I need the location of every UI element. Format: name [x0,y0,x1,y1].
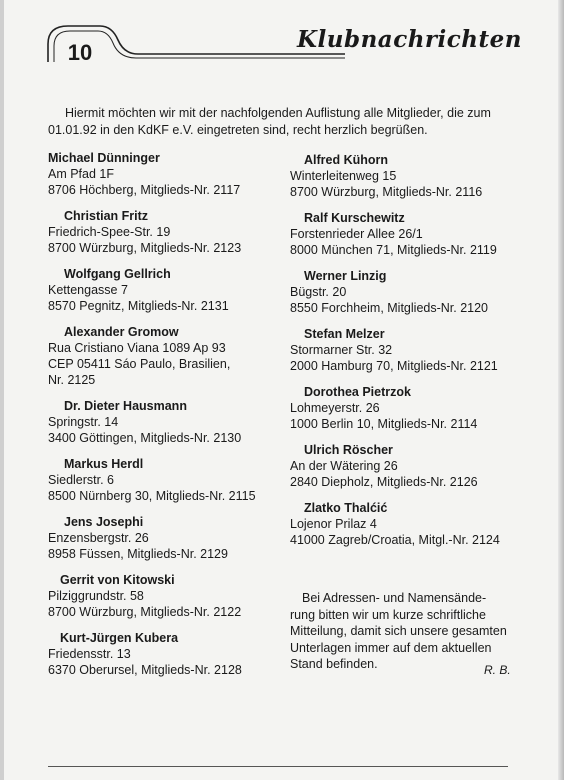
member-entry [48,324,283,388]
signature-initials: R. B. [484,663,511,677]
member-address-line: 41000 Zagreb/Croatia, Mitgl.-Nr. 2124 [290,533,500,547]
member-entry [290,500,525,548]
member-name: Christian Fritz [64,209,149,223]
member-address-line: 2000 Hamburg 70, Mitglieds-Nr. 2121 [290,359,498,373]
member-name: Gerrit von Kitowski [60,573,175,587]
member-name: Alfred Kühorn [304,153,389,167]
member-address-line: 8000 München 71, Mitglieds-Nr. 2119 [290,243,497,257]
member-entry [290,210,525,258]
member-address-line: 8700 Würzburg, Mitglieds-Nr. 2123 [48,241,242,255]
member-address-line: 8958 Füssen, Mitglieds-Nr. 2129 [48,547,228,561]
member-address-line: Lojenor Prilaz 4 [290,517,377,531]
member-entry [290,152,525,200]
member-entry [48,572,283,620]
member-address-line: 8570 Pegnitz, Mitglieds-Nr. 2131 [48,299,229,313]
member-address-line: 8700 Würzburg, Mitglieds-Nr. 2116 [290,185,483,199]
member-address-line: Forstenrieder Allee 26/1 [290,227,423,241]
member-address-line: 8706 Höchberg, Mitglieds-Nr. 2117 [48,183,241,197]
member-name: Zlatko Thalćić [304,501,388,515]
member-address-line: Rua Cristiano Viana 1089 Ap 93 [48,341,226,355]
note-line: Stand befinden. [290,657,378,671]
member-name: Dorothea Pietrzok [304,385,411,399]
member-list-right [290,150,525,548]
member-address-line: 8500 Nürnberg 30, Mitglieds-Nr. 2115 [48,489,256,503]
member-entry [48,150,283,198]
member-address-line: Stormarner Str. 32 [290,343,393,357]
member-address-line: Nr. 2125 [48,373,96,387]
member-address-line: 1000 Berlin 10, Mitglieds-Nr. 2114 [290,417,478,431]
intro-line: 01.01.92 in den KdKF e.V. eingetreten sind, recht herzlich begrüßen. [48,123,428,137]
member-entry [48,456,283,504]
member-name: Werner Linzig [304,269,387,283]
member-address-line: 2840 Diepholz, Mitglieds-Nr. 2126 [290,475,478,489]
member-name: Markus Herdl [64,457,144,471]
member-name: Kurt-Jürgen Kubera [60,631,179,645]
page-header [0,0,564,80]
member-entry [48,514,283,562]
section-title: Klubnachrichten [297,26,522,53]
member-list-left [48,150,283,678]
member-entry [290,442,525,490]
member-address-line: An der Wätering 26 [290,459,398,473]
member-address-line: CEP 05411 Sáo Paulo, Brasilien, [48,357,231,371]
note-line: Mitteilung, damit sich unsere gesamten [290,624,507,638]
note-line: Bei Adressen- und Namensände- [302,591,487,605]
member-address-line: Bügstr. 20 [290,285,347,299]
member-address-line: 3400 Göttingen, Mitglieds-Nr. 2130 [48,431,242,445]
member-name: Ralf Kurschewitz [304,211,405,225]
member-name: Michael Dünninger [48,151,160,165]
member-entry [48,630,283,678]
member-name: Ulrich Röscher [304,443,393,457]
member-address-line: Enzensbergstr. 26 [48,531,149,545]
member-name: Stefan Melzer [304,327,385,341]
member-entry [290,326,525,374]
page-edge-left [0,0,4,780]
member-address-line: 6370 Oberursel, Mitglieds-Nr. 2128 [48,663,242,677]
member-address-line: Winterleitenweg 15 [290,169,397,183]
member-address-line: Lohmeyerstr. 26 [290,401,380,415]
address-change-note [290,590,520,673]
page-number: 10 [67,40,93,65]
note-line: rung bitten wir um kurze schriftliche [290,607,486,622]
member-address-line: Friedensstr. 13 [48,647,131,661]
member-name: Dr. Dieter Hausmann [64,399,187,413]
member-entry [48,398,283,446]
member-name: Jens Josephi [64,515,144,529]
page-edge-right [558,0,564,780]
member-address-line: Kettengasse 7 [48,283,128,297]
member-entry [290,268,525,316]
member-address-line: Am Pfad 1F [48,167,114,181]
member-name: Wolfgang Gellrich [64,267,171,281]
member-entry [48,208,283,256]
member-name: Alexander Gromow [64,325,179,339]
member-address-line: 8550 Forchheim, Mitglieds-Nr. 2120 [290,301,489,315]
member-entry [290,384,525,432]
note-line: Unterlagen immer auf dem aktuellen [290,640,492,655]
member-address-line: 8700 Würzburg, Mitglieds-Nr. 2122 [48,605,242,619]
footer-rule [48,766,508,767]
member-address-line: Siedlerstr. 6 [48,473,115,487]
member-address-line: Springstr. 14 [48,415,119,429]
intro-paragraph [48,105,518,139]
intro-line: Hiermit möchten wir mit der nachfolgenden Auflistung alle Mitglieder, die zum [65,106,491,120]
member-address-line: Friedrich-Spee-Str. 19 [48,225,171,239]
member-address-line: Pilziggrundstr. 58 [48,589,144,603]
member-entry [48,266,283,314]
